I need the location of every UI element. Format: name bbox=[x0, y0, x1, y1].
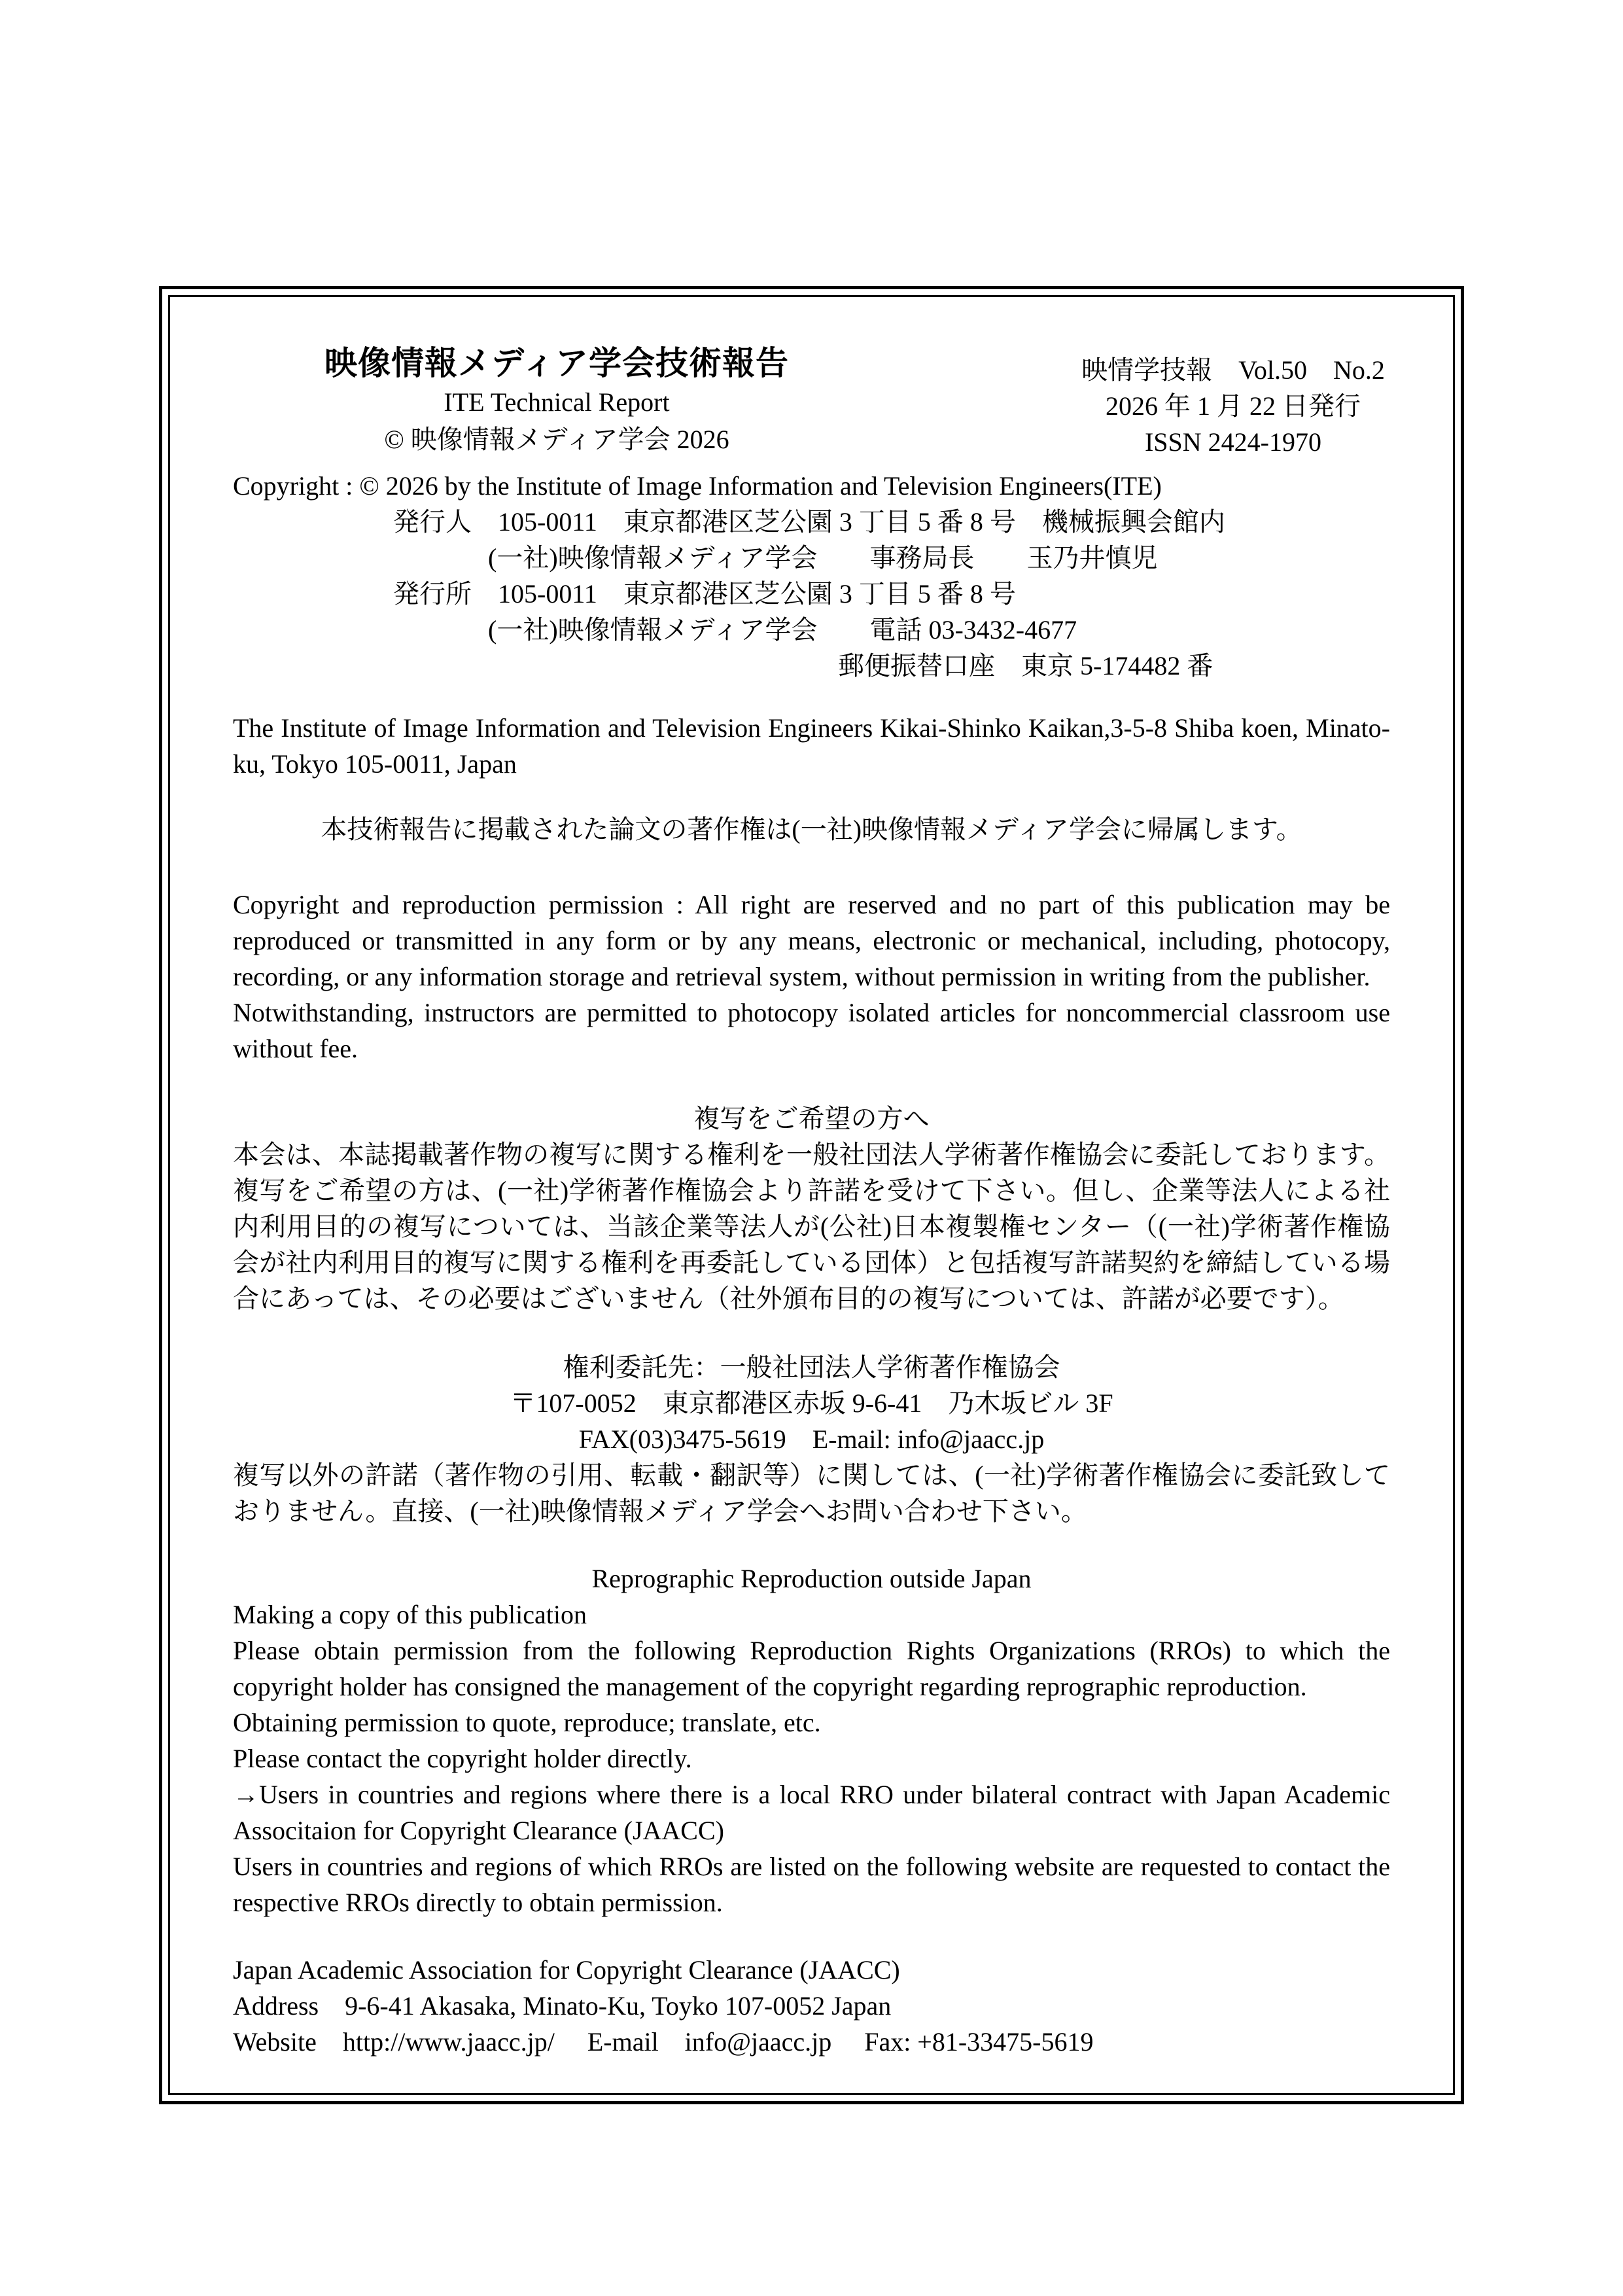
reprographic-line-contact: Please contact the copyright holder directly. bbox=[233, 1744, 692, 1773]
publisher-block bbox=[233, 504, 1390, 684]
jaacc-address: Address 9-6-41 Akasaka, Minato-Ku, Toyko 107-0052 Japan bbox=[233, 1991, 892, 2021]
copyright-statement: Copyright : © 2026 by the Institute of Image Information and Television Engineers(ITE) bbox=[233, 471, 1162, 501]
classroom-photocopy-para: Notwithstanding, instructors are permitted to photocopy isolated articles for noncommercial classroom use without fee. bbox=[233, 998, 1390, 1063]
report-header bbox=[233, 343, 1390, 460]
report-title-ja: 映像情報メディア学会技術報告 bbox=[324, 345, 789, 381]
rights-delegation-note: 複写以外の許諾（著作物の引用、転載・翻訳等）に関しては、(一社)学術著作権協会に委託致しておりません。直接、(一社)映像情報メディア学会へお問い合わせ下さい。 bbox=[233, 1460, 1390, 1526]
reprographic-line-copy: Making a copy of this publication bbox=[233, 1600, 587, 1629]
rights-delegation-address: 〒107-0052 東京都港区赤坂 9-6-41 乃木坂ビル 3F bbox=[510, 1388, 1113, 1418]
page-border-outer bbox=[159, 286, 1464, 2104]
issue-date: 2026 年 1 月 22 日発行 bbox=[1106, 391, 1361, 421]
journal-abbreviation: 映情学技報 Vol.50 No.2 bbox=[1081, 355, 1385, 385]
reprographic-permission-para: Please obtain permission from the following Reproduction Rights Organizations (RROs) to which the copyright holder has consigned the management of the copyright regarding reprographic reproduction. bbox=[233, 1636, 1390, 1701]
reprographic-line-quote: Obtaining permission to quote, reproduce; translate, etc. bbox=[233, 1708, 821, 1737]
institute-address-en: The Institute of Image Information and Television Engineers Kikai-Shinko Kaikan,3-5-8 Shiba koen, Minato-ku, Tokyo 105-0011, Japan bbox=[233, 713, 1390, 779]
reprographic-users-bilateral: →Users in countries and regions where there is a local RRO under bilateral contract with Japan Academic Associtaion for Copyright Clearance (JAACC) bbox=[233, 1780, 1390, 1845]
rights-delegation-title: 権利委託先：一般社団法人学術著作権協会 bbox=[563, 1352, 1060, 1382]
rights-delegation-contact: FAX(03)3475-5619 E-mail: info@jaacc.jp bbox=[578, 1424, 1045, 1454]
report-title-block bbox=[233, 343, 881, 458]
reprographic-users-listed: Users in countries and regions of which RROs are listed on the following website are requested to contact the respective RROs directly to obtain permission. bbox=[233, 1852, 1390, 1917]
copyright-notice-ja: 本技術報告に掲載された論文の著作権は(一社)映像情報メディア学会に帰属します。 bbox=[321, 815, 1302, 844]
jaacc-website-line: Website http://www.jaacc.jp/ E-mail info@jaacc.jp Fax: +81-33475-5619 bbox=[233, 2027, 1094, 2057]
publisher-person-line: 発行人 105-0011 東京都港区芝公園 3 丁目 5 番 8 号 機械振興会館内 bbox=[393, 507, 1225, 537]
postal-transfer-account: 郵便振替口座 東京 5-174482 番 bbox=[838, 651, 1213, 680]
jaacc-name: Japan Academic Association for Copyright Clearance (JAACC) bbox=[233, 1955, 900, 1985]
report-title-en: ITE Technical Report bbox=[444, 387, 670, 417]
publisher-office-detail: (一社)映像情報メディア学会 電話 03-3432-4677 bbox=[488, 615, 1077, 645]
issn-number: ISSN 2424-1970 bbox=[1144, 427, 1322, 457]
copy-request-heading: 複写をご希望の方へ bbox=[693, 1104, 930, 1133]
page-border-inner bbox=[168, 295, 1455, 2095]
publisher-office-line: 発行所 105-0011 東京都港区芝公園 3 丁目 5 番 8 号 bbox=[393, 579, 1016, 609]
publisher-person-detail: (一社)映像情報メディア学会 事務局長 玉乃井慎児 bbox=[488, 543, 1158, 573]
reprographic-heading: Reprographic Reproduction outside Japan bbox=[591, 1564, 1032, 1593]
copy-request-body: 本会は、本誌掲載著作物の複写に関する権利を一般社団法人学術著作権協会に委託しております。複写をご希望の方は、(一社)学術著作権協会より許諾を受けて下さい。但し、企業等法人による社内利用目的の複写については、当該企業等法人が(公社)日本複製権センター（(一社)学術著作権協会が社内利用目的複写に関する権利を再委託している団体）と包括複写許諾契約を締結している場合にあっては、その必要はございません（社外頒布目的の複写については、許諾が必要です）。 bbox=[233, 1140, 1390, 1313]
society-copyright: © 映像情報メディア学会 2026 bbox=[384, 425, 729, 454]
reproduction-permission-para: Copyright and reproduction permission : All right are reserved and no part of this publication may be reproduced or transmitted in any form or by any means, electronic or mechanical, including, photocopy, recording, or any information storage and retrieval system, without permission in writing from the publisher. bbox=[233, 890, 1390, 991]
issue-info-block bbox=[1076, 343, 1390, 460]
jaacc-block bbox=[233, 1952, 1390, 2060]
